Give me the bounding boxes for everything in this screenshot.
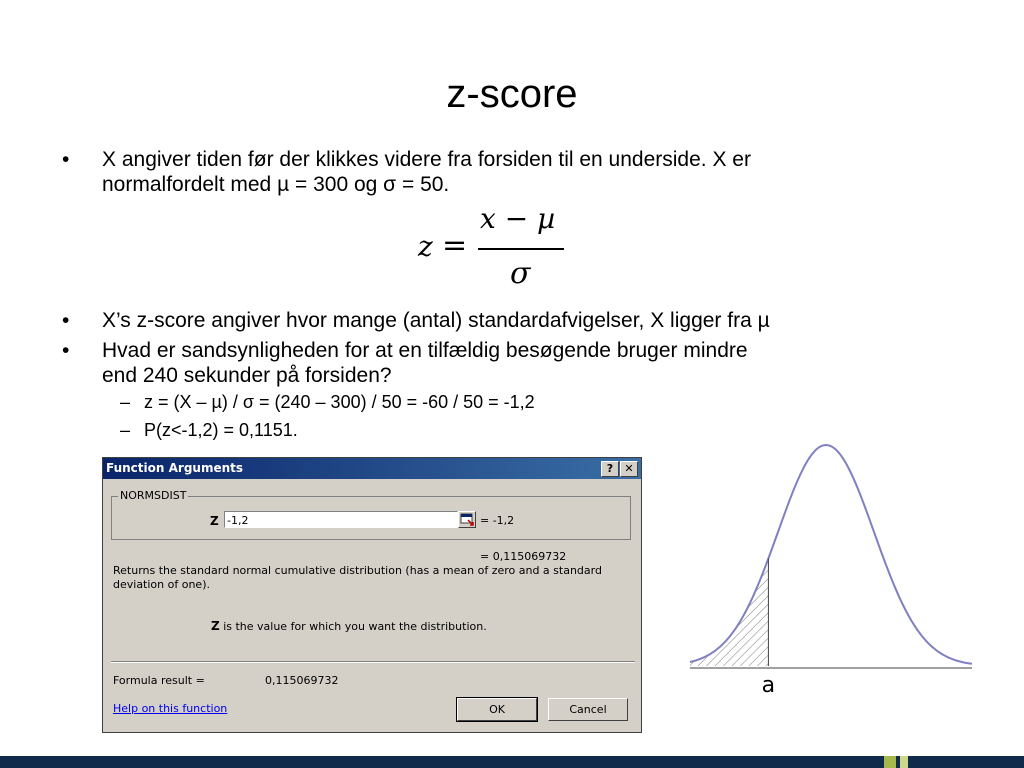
dialog-title: Function Arguments [106, 461, 244, 475]
cancel-button[interactable]: Cancel [548, 698, 628, 721]
close-icon[interactable]: ✕ [620, 461, 638, 477]
function-arguments-dialog [102, 457, 642, 733]
footer-accent-square [884, 756, 896, 768]
arg-label: Z [210, 514, 219, 528]
bullet-1-line-2: normalfordelt med µ = 300 og σ = 50. [102, 173, 450, 196]
cutoff-label: a [761, 673, 776, 698]
sub-bullet-2-text: P(z<-1,2) = 0,1151. [144, 420, 298, 440]
help-icon[interactable]: ? [601, 461, 619, 477]
function-name: NORMSDIST [120, 489, 187, 502]
bullet-2-line-1: X’s z-score angiver hvor mange (antal) standardafvigelser, X ligger fra µ [102, 309, 770, 332]
slide-title: z-score [446, 72, 578, 116]
z-score-formula [418, 200, 578, 295]
function-description: Returns the standard normal cumulative distribution (has a mean of zero and a standard deviation of one). [113, 564, 602, 591]
footer-bar [0, 756, 1024, 768]
bullet-marker: • [62, 309, 70, 332]
dialog-titlebar[interactable] [103, 458, 641, 479]
formula-equals: = [442, 228, 468, 263]
footer-accent-square [900, 756, 908, 768]
argument-help-name: Z [211, 619, 220, 633]
function-group [111, 489, 631, 540]
bell-curve-line [690, 445, 972, 664]
formula-lhs: z [418, 230, 433, 263]
bullet-3-line-1: Hvad er sandsynligheden for at en tilfældig besøgende bruger mindre [102, 339, 748, 362]
bullet-1-line-1: X angiver tiden før der klikkes videre fra forsiden til en underside. X er [102, 148, 751, 171]
sub-bullet-marker: – [120, 392, 131, 412]
bullet-marker: • [62, 339, 70, 362]
collapse-dialog-button[interactable] [458, 511, 476, 528]
sub-bullet-marker: – [120, 420, 131, 440]
sub-bullet-1-text: z = (X – µ) / σ = (240 – 300) / 50 = -60 / 50 = -1,2 [144, 392, 535, 412]
argument-help-text: is the value for which you want the distribution. [219, 620, 487, 633]
range-select-icon [459, 512, 475, 527]
formula-result-label: Formula result = [113, 674, 205, 687]
z-argument-input[interactable]: -1,2 [224, 511, 458, 528]
help-on-function-link[interactable]: Help on this function [113, 702, 228, 715]
shaded-tail-area [690, 558, 768, 666]
formula-denominator: σ [510, 256, 531, 291]
argument-help [211, 619, 487, 633]
divider [111, 661, 635, 663]
arg-evaluated-value: = -1,2 [480, 514, 515, 527]
ok-button[interactable]: OK [457, 698, 537, 721]
fraction-bar [478, 248, 564, 250]
normal-curve-figure [688, 438, 974, 700]
formula-numerator: x − µ [480, 202, 556, 235]
formula-result-value: 0,115069732 [265, 674, 339, 687]
function-result-preview: = 0,115069732 [480, 550, 567, 563]
bullet-3-line-2: end 240 sekunder på forsiden? [102, 364, 392, 387]
bullet-marker: • [62, 148, 70, 171]
